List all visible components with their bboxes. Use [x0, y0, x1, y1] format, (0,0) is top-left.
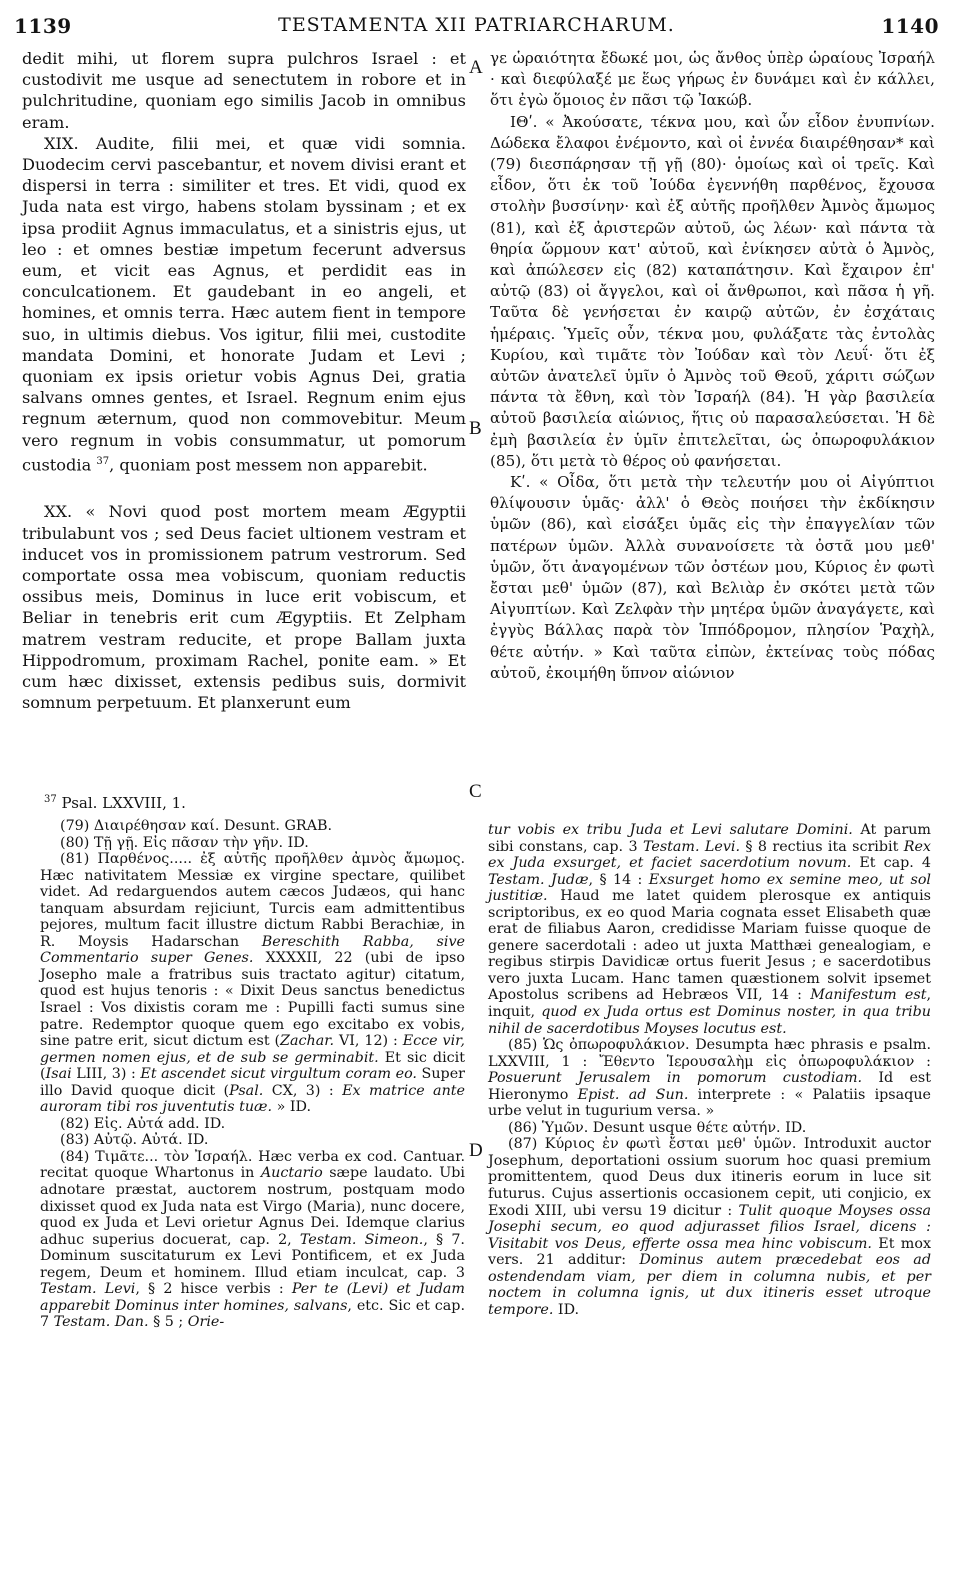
greek-text-column [490, 48, 935, 684]
page-number-right: 1140 [881, 14, 939, 38]
latin-paragraph-xix [22, 133, 466, 476]
note-81: (81) Παρθένος..... ἐξ αὐτῆς προῆλθεν ἀμνὸς ἄμωμος. Hæc nativitatem Messiæ ex virgine spectare, quilibet videt. Ad redarguendos autem cæcos Judæos, qui hanc tanquam absurdam rejiciunt, Turcis eam admittentibus pejores, multum facit illustre dictum Rabbi Berachiæ, in R. Moysis Hadarschan Bereschith Rabba, sive Commentario super Genes. XXXXII, 22 (ubi de ipso Josepho male a fratribus suis tractato agitur) citatum, quod est hujus tenoris : « Dixit Deus sanctus benedictus Israel : Vos dixistis coram me : Pupilli facti sumus sine patre. Redemptor quoque quem ego excitabo ex vobis, sine patre erit, sicut dictum est (Zachar. VI, 12) : Ecce vir, germen nomen ejus, et de sub se germinabit. Et sic dicit (Isai LIII, 3) : Et ascendet sicut virgultum coram eo. Super illo David quoque dicit (Psal. CX, 3) : Ex matrice ante auroram tibi ros juventutis tuæ. » ID. [40, 851, 466, 1116]
note-79: (79) Διαιρέθησαν καί. Desunt. GRAB. [60, 818, 333, 834]
page-number-left: 1139 [14, 14, 72, 38]
latin-text: , quoniam post messem non apparebit. [109, 455, 428, 475]
margin-letter-d: D [469, 1140, 483, 1161]
latin-text-column [22, 48, 466, 713]
footnote-number: 37 [44, 794, 57, 805]
notes-right-column [488, 822, 931, 1318]
notes-left-column [40, 818, 465, 1331]
page-header [0, 0, 953, 42]
footnote-ref: 37 [96, 455, 110, 467]
footnote-text: Psal. LXXVIII, 1. [61, 794, 186, 812]
latin-paragraph-xx: XX. « Novi quod post mortem meam Ægyptii tribulabunt vos ; sed Deus faciet ultionem vestram et inducet vos in promissionem patrum vestrorum. Sed comportate ossa mea vobiscum, quoniam reductis ossibus meis, Dominus in luce erit vobiscum, et Beliar in tenebris erit cum Ægyptiis. Et Zelpham matrem vestram reducite, et prope Ballam juxta Hippodromum, proximam Rachel, ponite eam. » Et cum hæc dixisset, extensis pedibus suis, dormivit somnum perpetuum. Et planxerunt eum [22, 502, 466, 713]
margin-letter-b: B [469, 418, 482, 439]
note-84-continued: tur vobis ex tribu Juda et Levi salutare Domini. At parum sibi constans, cap. 3 Testam. Levi. § 8 rectius ita scribit Rex ex Juda exsurget, et faciet sacerdotium novum. Et cap. 4 Testam. Judæ, § 14 : Exsurget homo ex semine meo, ut sol justitiæ. Haud me latet quidem plerosque ex antiquis scriptoribus, ex eo quod Maria cognata esset Elisabeth quæ erat de filiabus Aaron, credidisse Mariam fuisse quoque de genere sacerdotali : adeo ut juxta Matthæi genealogiam, e regibus stirpis Davidicæ ortus fuerit Jesus ; e sacerdotibus vero juxta Lucam. Hanc tamen quæstionem solvit ipsemet Apostolus scribens ad Hebræos VII, 14 : Manifestum est, inquit, quod ex Juda ortus est Dominus noster, in qua tribu nihil de sacerdotibus Moyses locutus est. [488, 822, 932, 1037]
latin-text: XIX. Audite, filii mei, et quæ vidi somnia. Duodecim cervi pascebantur, et novem divisi erant et dispersi in terra : similiter et tres. Et vidi, quod ex Juda nata est virgo, habens stolam byssinam ; et ex ipsa prodiit Agnus immaculatus, et a sinistris ejus, ut leo : et omnes bestiæ impetum fecerunt adversus eum, et vicit eas Agnus, et perdidit eas in conculcationem. Et gaudebant in eo angeli, et homines, et omnis terra. Hæc autem fient in tempore suo, in ultimis diebus. Vos igitur, filii mei, custodite mandata Domini, et honorate Judam et Levi ; quoniam ex ipsis orietur vobis Agnus Dei, gratia salvans omnes gentes, et Israel. Regnum enim ejus regnum æternum, quod non commovebitur. Meum vero regnum in vobis consummatur, ut pomorum custodia [22, 133, 466, 475]
greek-paragraph-xx: Κʹ. « Οἶδα, ὅτι μετὰ τὴν τελευτήν μου οἱ Αἰγύπτιοι θλίψουσιν ὑμᾶς· ἀλλ' ὁ Θεὸς ποιήσει τὴν ἐκδίκησιν ὑμῶν (86), καὶ εἰσάξει ὑμᾶς εἰς τὴν ἐπαγγελίαν τῶν πατέρων ὑμῶν. Ἀλλὰ συνανοίσετε τὰ ὀστᾶ μου μεθ' ὑμῶν, ὅτι ἀναγομένων τῶν ὀστέων μου, Κύριος ἐν φωτὶ ἔσται μεθ' ὑμῶν (87), καὶ Βελιὰρ ἐν σκότει μετὰ τῶν Αἰγυπτίων. Καὶ Ζελφὰν τὴν μητέρα ὑμῶν ἀναγάγετε, καὶ ἐγγὺς Βάλλας παρὰ τὸν Ἱππόδρομον, πλησίον Ῥαχὴλ, θέτε αὐτήν. » Καὶ ταῦτα εἰπὼν, ἐκτείνας τοὺς πόδας αὐτοῦ, ἐκοιμήθη ὕπνον αἰώνιον [490, 473, 935, 682]
margin-letter-a: A [469, 57, 483, 78]
note-85: (85) Ὡς ὀπωροφυλάκιον. Desumpta hæc phrasis e psalm. LXXVIII, 1 : Ἔθεντο Ἱερουσαλὴμ εἰς ὀπωροφυλάκιον : Posuerunt Jerusalem in pomorum custodiam. Id est Hieronymo Epist. ad Sun. interprete : « Palatiis ipsaque urbe velut in tugurium versa. » [488, 1037, 931, 1120]
scripture-footnote [44, 794, 186, 812]
note-86: (86) Ὑμῶν. Desunt usque θέτε αὐτήν. ID. [508, 1119, 807, 1136]
note-82: (82) Εἰς. Αὐτά add. ID. [60, 1115, 226, 1132]
greek-paragraph-xix: ΙΘʹ. « Ἀκούσατε, τέκνα μου, καὶ ὧν εἶδον ἐνυπνίων. Δώδεκα ἔλαφοι ἐνέμοντο, καὶ οἱ ἐννέα διαιρέθησαν* καὶ (79) διεσπάρησαν τῇ γῇ (80)· ὁμοίως καὶ οἱ τρεῖς. Καὶ εἶδον, ὅτι ἐκ τοῦ Ἰούδα ἐγεννήθη παρθένος, ἔχουσα στολὴν βυσσίνην· καὶ ἐξ αὐτῆς προῆλθεν Ἀμνὸς ἄμωμος (81), καὶ ἐξ ἀριστερῶν αὐτοῦ, ὡς λέων· καὶ πάντα τὰ θηρία ὥρμουν κατ' αὐτοῦ, καὶ ἐνίκησεν αὐτὰ ὁ Ἀμνὸς, καὶ ἀπώλεσεν εἰς (82) καταπάτησιν. Καὶ ἔχαιρον ἐπ' αὐτῷ (83) οἱ ἄγγελοι, καὶ οἱ ἄνθρωποι, καὶ πᾶσα ἡ γῆ. Ταῦτα δὲ γενήσεται ἐν καιρῷ αὐτῶν, ἐν ἐσχάταις ἡμέραις. Ὑμεῖς οὖν, τέκνα μου, φυλάξατε τὰς ἐντολὰς Κυρίου, καὶ τιμᾶτε τὸν Ἰούδαν καὶ τὸν Λευΐ· ὅτι ἐξ αὐτῶν ἀνατελεῖ ὑμῖν ὁ Ἀμνὸς τοῦ Θεοῦ, χάριτι σώζων πάντα τὰ ἔθνη, καὶ τὸν Ἰσραήλ (84). Ἡ γὰρ βασιλεία αὐτοῦ βασιλεία αἰώνιος, ἥτις οὐ παρασαλεύσεται. Ἡ δὲ ἐμὴ βασιλεία ἐν ὑμῖν ἐπιτελεῖται, ὡς ὀπωροφυλάκιον (85), ὅτι μετὰ τὸ θέρος οὐ φανήσεται. [490, 112, 935, 470]
running-title: TESTAMENTA XII PATRIARCHARUM. [278, 14, 675, 36]
note-83: (83) Αὐτῷ. Αὐτά. ID. [60, 1132, 209, 1149]
greek-paragraph: γε ὡραιότητα ἔδωκέ μοι, ὡς ἄνθος ὑπὲρ ὡραίους Ἰσραήλ · καὶ διεφύλαξέ με ἕως γήρως ἐν δυνάμει καὶ ἐν κάλλει, ὅτι ἐγὼ ὅμοιος ἐν πᾶσι τῷ Ἰακώβ. [490, 49, 935, 110]
note-87: (87) Κύριος ἐν φωτὶ ἔσται μεθ' ὑμῶν. Introduxit auctor Josephum, deportationi ossium suorum hoc quasi premium promittentem, quod Deus dux itineris eorum in luce sit futurus. Cujus assertionis occasionem cepit, uti conjicio, ex Exodi XIII, ubi versu 19 dicitur : Tulit quoque Moyses ossa Josephi secum, eo quod adjurasset filios Israel, dicens : Visitabit vos Deus, efferte ossa mea hinc vobiscum. Et mox vers. 21 additur: Dominus autem præcedebat eos ad ostendendam viam, per diem in columna nubis, et per noctem in columna ignis, ut dux itineris esset utroque tempore. ID. [488, 1136, 932, 1318]
margin-letter-c: C [469, 781, 482, 802]
note-84: (84) Τιμᾶτε... τὸν Ἰσραήλ. Hæc verba ex cod. Cantuar. recitat quoque Whartonus in Auctario sæpe laudato. Ubi adnotare præstat, auctorem nostrum, postquam modo dixisset quod ex Juda nata est Virgo (Maria), nunc docere, quod ex Juda et Levi orietur Agnus Dei. Idemque clarius adhuc superius docuerat, cap. 2, Testam. Simeon., § 7. Dominum suscitaturum ex Levi Pontificem, et ex Juda regem, Deum et hominem. Illud etiam inculcat, cap. 3 Testam. Levi, § 2 hisce verbis : Per te (Levi) et Judam apparebit Dominus inter homines, salvans, etc. Sic et cap. 7 Testam. Dan. § 5 ; Orie- [40, 1148, 465, 1331]
latin-paragraph: dedit mihi, ut florem supra pulchros Israel : et custodivit me usque ad senectutem in robore et in pulchritudine, quoniam ego similis Jacob in omnibus eram. [22, 49, 466, 132]
note-80: (80) Τῇ γῇ. Εἰς πᾶσαν τὴν γῆν. ID. [60, 834, 309, 851]
